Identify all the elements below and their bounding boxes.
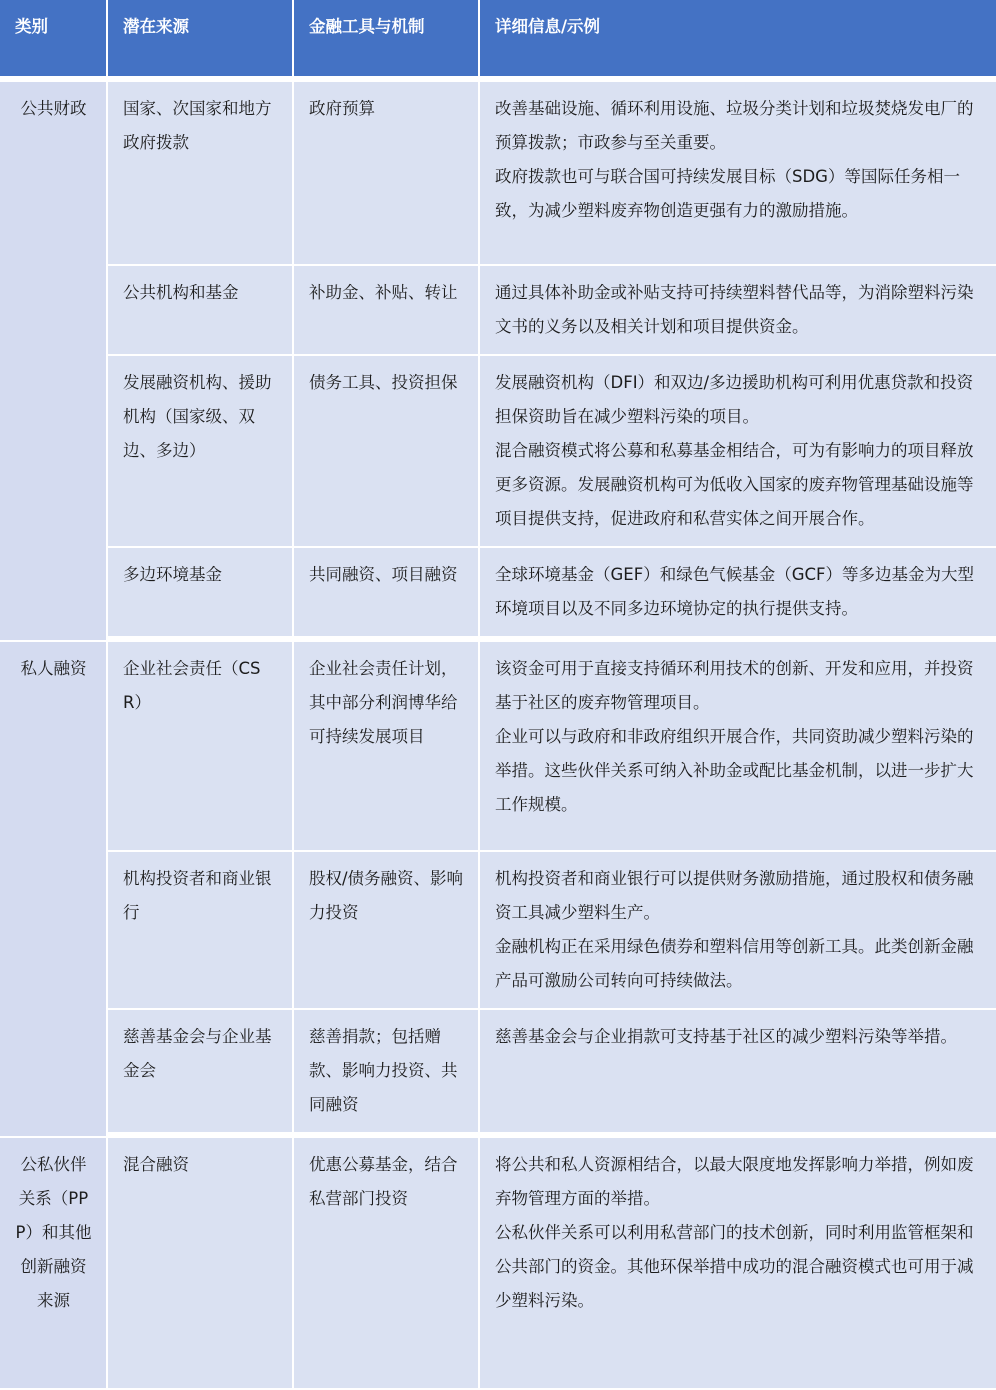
detail-cell: [480, 548, 996, 642]
detail-paragraph: 机构投资者和商业银行可以提供财务激励措施，通过股权和债务融资工具减少塑料生产。: [495, 869, 974, 922]
detail-cell: [480, 852, 996, 1010]
source-cell: 机构投资者和商业银行: [108, 852, 294, 1010]
detail-paragraph: 改善基础设施、循环利用设施、垃圾分类计划和垃圾焚烧发电厂的预算拨款；市政参与至关重要。: [495, 99, 974, 152]
instrument-cell: 政府预算: [294, 82, 480, 266]
detail-cell: [480, 1010, 996, 1138]
table-row: [0, 852, 996, 1010]
detail-paragraph: 政府拨款也可与联合国可持续发展目标（SDG）等国际任务相一致，为减少塑料废弃物创造更强有力的激励措施。: [495, 167, 960, 220]
source-cell: 混合融资: [108, 1138, 294, 1390]
detail-cell: [480, 82, 996, 266]
detail-paragraph: 发展融资机构（DFI）和双边/多边援助机构可利用优惠贷款和投资担保资助旨在减少塑料污染的项目。: [495, 373, 974, 426]
instrument-cell: 慈善捐款；包括赠款、影响力投资、共同融资: [294, 1010, 480, 1138]
detail-paragraph: 该资金可用于直接支持循环利用技术的创新、开发和应用，并投资基于社区的废弃物管理项目。: [495, 659, 974, 712]
instrument-cell: 共同融资、项目融资: [294, 548, 480, 642]
table-row: [0, 1138, 996, 1390]
table-row: [0, 642, 996, 852]
table-row: [0, 1010, 996, 1138]
instrument-cell: 债务工具、投资担保: [294, 356, 480, 548]
table-row: [0, 548, 996, 642]
header-instrument: 金融工具与机制: [294, 0, 480, 82]
source-cell: 发展融资机构、援助机构（国家级、双边、多边）: [108, 356, 294, 548]
table-row: [0, 266, 996, 356]
source-cell: 公共机构和基金: [108, 266, 294, 356]
instrument-cell: 股权/债务融资、影响力投资: [294, 852, 480, 1010]
detail-paragraph: 混合融资模式将公募和私募基金相结合，可为有影响力的项目释放更多资源。发展融资机构可为低收入国家的废弃物管理基础设施等项目提供支持，促进政府和私营实体之间开展合作。: [495, 441, 974, 528]
detail-paragraph: 全球环境基金（GEF）和绿色气候基金（GCF）等多边基金为大型环境项目以及不同多边环境协定的执行提供支持。: [495, 565, 974, 618]
detail-paragraph: 公私伙伴关系可以利用私营部门的技术创新，同时利用监管框架和公共部门的资金。其他环保举措中成功的混合融资模式也可用于减少塑料污染。: [495, 1223, 974, 1310]
detail-paragraph: 将公共和私人资源相结合，以最大限度地发挥影响力举措，例如废弃物管理方面的举措。: [495, 1155, 974, 1208]
category-cell-private-finance: 私人融资: [0, 642, 108, 1138]
detail-cell: [480, 266, 996, 356]
instrument-cell: 补助金、补贴、转让: [294, 266, 480, 356]
detail-cell: [480, 642, 996, 852]
header-detail: 详细信息/示例: [480, 0, 996, 82]
table-row: [0, 356, 996, 548]
source-cell: 慈善基金会与企业基金会: [108, 1010, 294, 1138]
category-cell-ppp: 公私伙伴关系（PPP）和其他创新融资来源: [0, 1138, 108, 1390]
instrument-cell: 优惠公募基金，结合私营部门投资: [294, 1138, 480, 1390]
instrument-cell: 企业社会责任计划，其中部分利润博华给可持续发展项目: [294, 642, 480, 852]
detail-paragraph: 通过具体补助金或补贴支持可持续塑料替代品等，为消除塑料污染文书的义务以及相关计划和项目提供资金。: [495, 283, 974, 336]
detail-paragraph: 慈善基金会与企业捐款可支持基于社区的减少塑料污染等举措。: [495, 1027, 957, 1046]
header-category: 类别: [0, 0, 108, 82]
detail-cell: [480, 356, 996, 548]
detail-cell: [480, 1138, 996, 1390]
source-cell: 企业社会责任（CSR）: [108, 642, 294, 852]
detail-paragraph: 金融机构正在采用绿色债券和塑料信用等创新工具。此类创新金融产品可激励公司转向可持续做法。: [495, 937, 974, 990]
source-cell: 国家、次国家和地方政府拨款: [108, 82, 294, 266]
table-row: [0, 82, 996, 266]
source-cell: 多边环境基金: [108, 548, 294, 642]
header-source: 潜在来源: [108, 0, 294, 82]
detail-paragraph: 企业可以与政府和非政府组织开展合作，共同资助减少塑料污染的举措。这些伙伴关系可纳入补助金或配比基金机制，以进一步扩大工作规模。: [495, 727, 974, 814]
category-cell-public-finance: 公共财政: [0, 82, 108, 642]
header-row: [0, 0, 996, 82]
